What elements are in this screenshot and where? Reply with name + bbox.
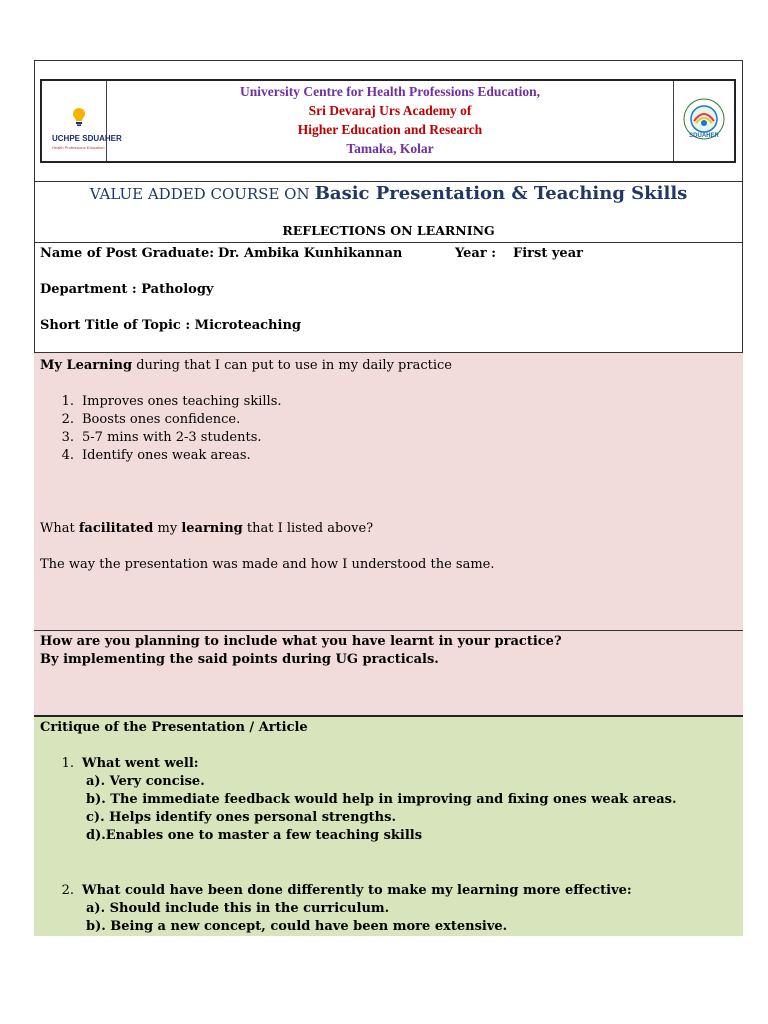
planning-question: How are you planning to include what you have learnt in your practice? [40,634,562,649]
list-item: 1. Improves ones teaching skills. [61,394,282,409]
facilitated-question [40,520,373,538]
logo-left-subtext: Health Professions Education [52,145,105,150]
learning-item: Improves ones teaching skills. [82,394,282,409]
q-bold: facilitated [78,521,154,536]
learning-item: Identify ones weak areas. [82,448,251,463]
uchpe-logo [48,107,122,157]
critique-question: 2. What could have been done differently to make my learning more effective: [61,883,632,898]
critique-item: a). Very concise. [86,774,205,789]
course-name: Basic Presentation & Teaching Skills [314,183,688,204]
name-label: Name of Post Graduate: [40,246,215,261]
institution-header [40,79,736,163]
reflections-heading: REFLECTIONS ON LEARNING [282,223,495,238]
course-title [34,183,743,204]
seal-text: SDUAHER [689,133,719,139]
list-item: 2. Boosts ones confidence. [61,412,241,427]
logo-left-text: UCHPE SDUAHER [52,134,122,143]
planning-answer: By implementing the said points during UG practicals. [40,652,439,667]
list-item: 4. Identify ones weak areas. [61,448,251,463]
learning-heading-bold: My Learning [40,358,133,373]
learning-heading [40,357,452,375]
critique-item: d).Enables one to master a few teaching skills [86,828,423,843]
learning-heading-rest: during that I can put to use in my daily practice [132,358,452,373]
lightbulb-icon [72,107,86,127]
course-prefix: VALUE ADDED COURSE ON [89,185,310,203]
divider [34,242,743,243]
institution-line: University Centre for Health Professions Education, [240,84,540,99]
critique-q2: What could have been done differently to make my learning more effective: [82,883,632,898]
q-text: What [40,521,79,536]
learning-item: 5-7 mins with 2-3 students. [82,430,262,445]
list-item: 3. 5-7 mins with 2-3 students. [61,430,262,445]
institution-name [106,81,674,158]
q-text: my [153,521,182,536]
institution-line: Tamaka, Kolar [346,141,434,156]
institution-line: Higher Education and Research [297,122,483,137]
facilitated-answer: The way the presentation was made and how I understood the same. [40,557,495,572]
critique-item: a). Should include this in the curriculum. [86,901,390,916]
department-field: Department : Pathology [40,282,214,297]
topic-field: Short Title of Topic : Microteaching [40,318,301,333]
divider [34,181,743,182]
critique-heading: Critique of the Presentation / Article [40,720,308,735]
learning-item: Boosts ones confidence. [82,412,241,427]
critique-q1: What went well: [82,756,199,771]
critique-item: b). The immediate feedback would help in improving and fixing ones weak areas. [86,792,677,807]
critique-question: 1. What went well: [61,756,199,771]
critique-item: b). Being a new concept, could have been more extensive. [86,919,508,934]
q-text: that I listed above? [242,521,374,536]
name-value: Dr. Ambika Kunhikannan [218,246,403,261]
q-bold: learning [181,521,243,536]
institution-line: Sri Devaraj Urs Academy of [308,103,472,118]
critique-item: c). Helps identify ones personal strengths. [86,810,396,825]
year-value: First year [513,246,583,261]
year-label: Year : [455,246,497,261]
sduaher-seal-logo [682,97,726,141]
